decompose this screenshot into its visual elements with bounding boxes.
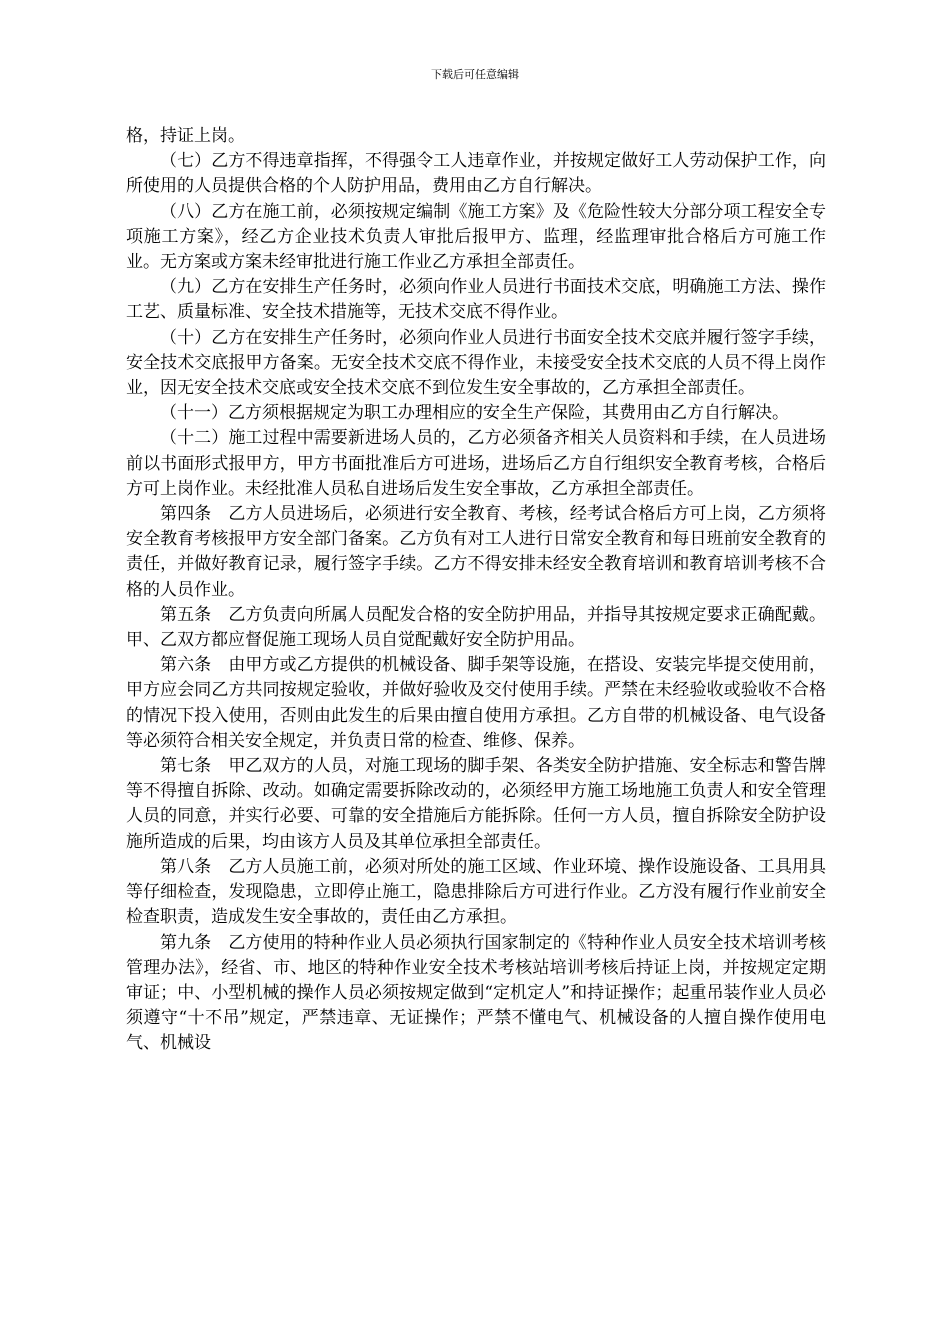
page-header: 下载后可任意编辑: [431, 68, 519, 81]
paragraph-article-8: 第八条 乙方人员施工前，必须对所处的施工区域、作业环境、操作设施设备、工具用具等仔细检查，发现隐患，立即停止施工，隐患排除后方可进行作业。乙方没有履行作业前安全检查职责，造成发生安全事故的，责任由乙方承担。: [126, 856, 826, 928]
paragraph-article-7: 第七条 甲乙双方的人员，对施工现场的脚手架、各类安全防护措施、安全标志和警告牌等不得擅自拆除、改动。如确定需要拆除改动的，必须经甲方施工场地施工负责人和安全管理人员的同意，并实行必要、可靠的安全措施后方能拆除。任何一方人员，擅自拆除安全防护设施所造成的后果，均由该方人员及其单位承担全部责任。: [126, 756, 826, 852]
paragraph-clause-10: （十）乙方在安排生产任务时，必须向作业人员进行书面安全技术交底并履行签字手续，安全技术交底报甲方备案。无安全技术交底不得作业，未接受安全技术交底的人员不得上岗作业，因无安全技术交底或安全技术交底不到位发生安全事故的，乙方承担全部责任。: [126, 327, 826, 399]
paragraph-article-6: 第六条 由甲方或乙方提供的机械设备、脚手架等设施，在搭设、安装完毕提交使用前，甲方应会同乙方共同按规定验收，并做好验收及交付使用手续。严禁在未经验收或验收不合格的情况下投入使用，否则由此发生的后果由擅自使用方承担。乙方自带的机械设备、电气设备等必须符合相关安全规定，并负责日常的检查、维修、保养。: [126, 655, 826, 751]
paragraph-article-5: 第五条 乙方负责向所属人员配发合格的安全防护用品，并指导其按规定要求正确配戴。甲、乙双方都应督促施工现场人员自觉配戴好安全防护用品。: [126, 604, 826, 651]
paragraph-clause-7: （七）乙方不得违章指挥，不得强令工人违章作业，并按规定做好工人劳动保护工作，向所使用的人员提供合格的个人防护用品，费用由乙方自行解决。: [126, 151, 826, 197]
paragraph-continuation: 格，持证上岗。: [126, 126, 245, 146]
document-body: [126, 124, 826, 1057]
paragraph-clause-11: （十一）乙方须根据规定为职工办理相应的安全生产保险，其费用由乙方自行解决。: [160, 403, 789, 424]
paragraph-article-4: 第四条 乙方人员进场后，必须进行安全教育、考核，经考试合格后方可上岗，乙方须将安全教育考核报甲方安全部门备案。乙方负有对工人进行日常安全教育和每日班前安全教育的责任，并做好教育记录，履行签字手续。乙方不得安排未经安全教育培训和教育培训考核不合格的人员作业。: [126, 504, 826, 600]
paragraph-article-9: 第九条 乙方使用的特种作业人员必须执行国家制定的《特种作业人员安全技术培训考核管理办法》，经省、市、地区的特种作业安全技术考核站培训考核后持证上岗，并按规定定期审证；中、小型机械的操作人员必须按规定做到“定机定人”和持证操作；起重吊装作业人员必须遵守“十不吊”规定，严禁违章、无证操作；严禁不懂电气、机械设备的人擅自操作使用电气、机械设: [126, 932, 826, 1054]
paragraph-clause-9: （九）乙方在安排生产任务时，必须向作业人员进行书面技术交底，明确施工方法、操作工艺、质量标准、安全技术措施等，无技术交底不得作业。: [126, 277, 826, 323]
paragraph-clause-12: （十二）施工过程中需要新进场人员的，乙方必须备齐相关人员资料和手续，在人员进场前以书面形式报甲方，甲方书面批准后方可进场，进场后乙方自行组织安全教育考核，合格后方可上岗作业。未经批准人员私自进场后发生安全事故，乙方承担全部责任。: [126, 428, 826, 499]
paragraph-clause-8: （八）乙方在施工前，必须按规定编制《施工方案》及《危险性较大分部分项工程安全专项施工方案》，经乙方企业技术负责人审批后报甲方、监理，经监理审批合格后方可施工作业。无方案或方案未经审批进行施工作业乙方承担全部责任。: [126, 201, 826, 273]
